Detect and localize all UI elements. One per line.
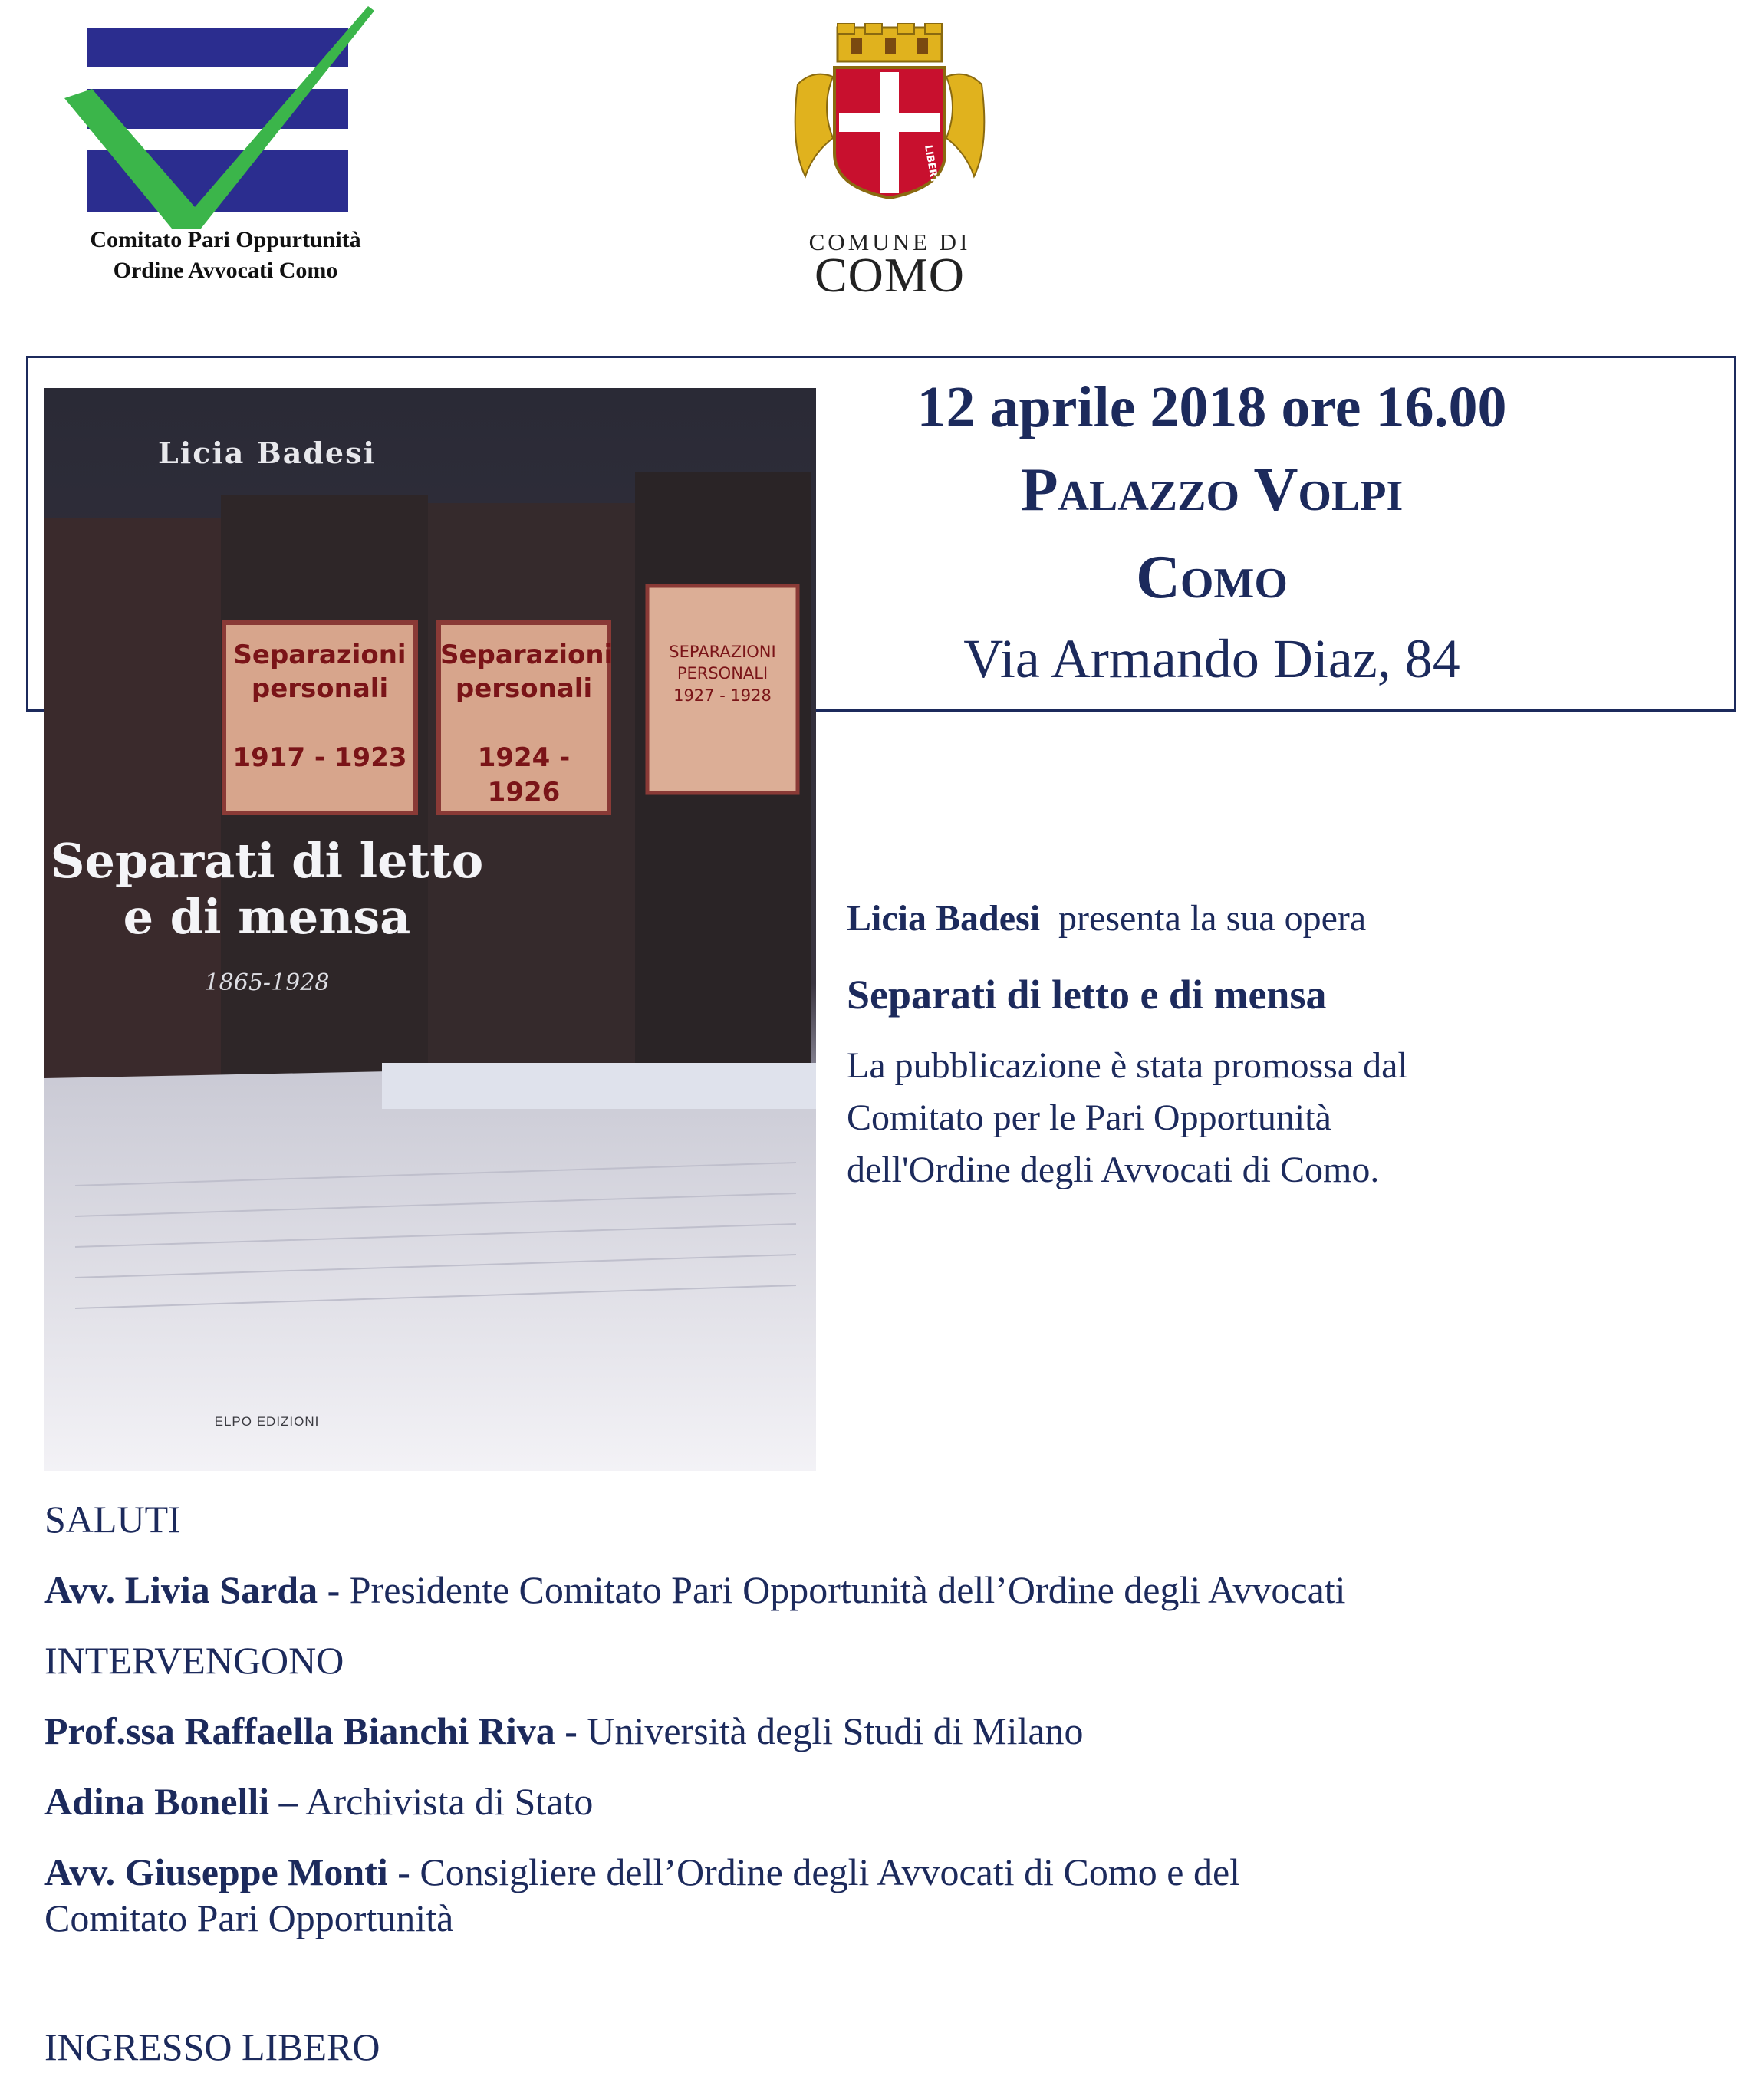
event-address: Via Armando Diaz, 84 [963, 628, 1460, 689]
description-line3: dell'Ordine degli Avvocati di Como. [847, 1150, 1380, 1190]
book-cover [44, 388, 816, 1471]
description-title: Separati di letto e di mensa [847, 972, 1327, 1018]
event-venue: Palazzo Volpi [1020, 456, 1404, 524]
intervento-item: Adina Bonelli – Archivista di Stato [44, 1780, 594, 1823]
como-coat-of-arms-icon [790, 23, 989, 199]
intervento-item: Prof.ssa Raffaella Bianchi Riva - Università degli Studi di Milano [44, 1709, 1084, 1752]
volume-label-1: Separazioni personali 1917 - 1923 [232, 640, 407, 774]
shield-text: LIBERTAS [922, 144, 943, 199]
volume-label-2: Separazioni personali 1924 - 1926 [440, 640, 614, 808]
cpo-logo [64, 6, 387, 298]
event-date: 12 aprile 2018 ore 16.00 [917, 375, 1507, 439]
cpo-caption-line2: Ordine Avvocati Como [113, 258, 338, 283]
event-city: Como [1136, 544, 1288, 611]
description-line1: La pubblicazione è stata promossa dal [847, 1045, 1408, 1086]
cover-publisher: ELPO EDIZIONI [214, 1414, 320, 1429]
intervento-item-continued: Comitato Pari Opportunità [44, 1897, 454, 1939]
volume-label-3: SEPARAZIONI PERSONALI 1927 - 1928 [669, 643, 776, 705]
interventi-heading: INTERVENGONO [44, 1639, 344, 1682]
description-intro [847, 897, 1366, 939]
comune-como-logo [790, 23, 989, 302]
cover-title: Separati di letto e di mensa [50, 833, 484, 946]
footer-ingresso: INGRESSO LIBERO [44, 2025, 380, 2068]
saluti-item: Avv. Livia Sarda - Presidente Comitato Pari Opportunità dell’Ordine degli Avvocati [44, 1568, 1346, 1611]
description-presents: presenta la sua opera [1058, 898, 1367, 939]
description-author: Licia Badesi [847, 898, 1041, 939]
cover-author: Licia Badesi [158, 436, 376, 470]
cpo-caption-line1: Comitato Pari Oppurtunità [90, 227, 361, 252]
cover-years: 1865-1928 [204, 969, 330, 996]
saluti-heading: SALUTI [44, 1498, 181, 1541]
description-line2: Comitato per le Pari Opportunità [847, 1097, 1331, 1138]
intervento-item: Avv. Giuseppe Monti - Consigliere dell’Ordine degli Avvocati di Como e del [44, 1850, 1241, 1893]
comune-di-label: COMUNE DI [808, 229, 971, 255]
como-label: COMO [814, 248, 966, 302]
checkmark-flag-icon [64, 6, 387, 236]
